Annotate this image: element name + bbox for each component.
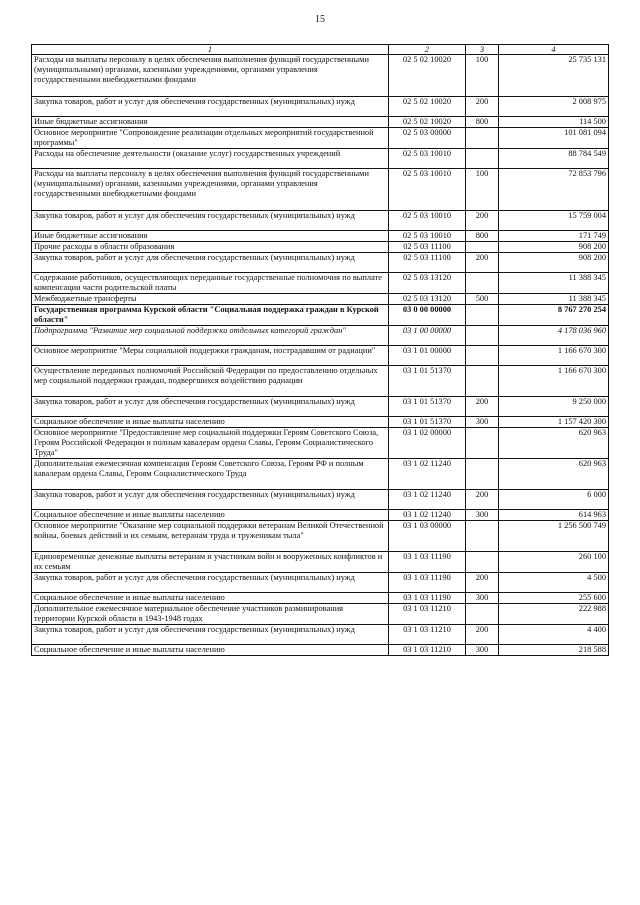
cell-name: Основное мероприятие "Сопровождение реализации отдельных мероприятий государственной программы" bbox=[32, 128, 389, 149]
cell-name: Осуществление переданных полномочий Российской Федерации по предоставлению отдельных мер социальной поддержки граждан, подвергшихся воздействию радиации bbox=[32, 366, 389, 397]
cell-code: 03 1 02 11240 bbox=[389, 490, 466, 510]
cell-code: 02 5 03 00000 bbox=[389, 128, 466, 149]
table-row bbox=[32, 149, 609, 169]
table-row bbox=[32, 305, 609, 326]
cell-name: Иные бюджетные ассигнования bbox=[32, 231, 389, 242]
cell-sum: 255 600 bbox=[499, 593, 609, 604]
cell-name: Закупка товаров, работ и услуг для обеспечения государственных (муниципальных) нужд bbox=[32, 573, 389, 593]
header-cell-name: 1 bbox=[32, 45, 389, 55]
cell-type: 200 bbox=[466, 573, 499, 593]
cell-type bbox=[466, 552, 499, 573]
cell-name: Закупка товаров, работ и услуг для обеспечения государственных (муниципальных) нужд bbox=[32, 490, 389, 510]
cell-name: Закупка товаров, работ и услуг для обеспечения государственных (муниципальных) нужд bbox=[32, 97, 389, 117]
table-row bbox=[32, 521, 609, 552]
cell-code: 03 1 02 11240 bbox=[389, 459, 466, 490]
cell-name: Единовременные денежные выплаты ветеранам и участникам войн и вооруженных конфликтов и их семьям bbox=[32, 552, 389, 573]
table-row bbox=[32, 593, 609, 604]
table-row bbox=[32, 397, 609, 417]
cell-code: 02 5 03 11100 bbox=[389, 253, 466, 273]
cell-type: 200 bbox=[466, 490, 499, 510]
table-row bbox=[32, 428, 609, 459]
cell-code: 03 1 01 51370 bbox=[389, 417, 466, 428]
cell-type bbox=[466, 128, 499, 149]
cell-code: 03 1 01 00000 bbox=[389, 346, 466, 366]
cell-type bbox=[466, 428, 499, 459]
table-row bbox=[32, 169, 609, 211]
cell-type bbox=[466, 305, 499, 326]
cell-sum: 4 500 bbox=[499, 573, 609, 593]
cell-sum: 11 388 345 bbox=[499, 294, 609, 305]
table-row bbox=[32, 326, 609, 346]
cell-code: 02 5 03 13120 bbox=[389, 294, 466, 305]
cell-type: 300 bbox=[466, 593, 499, 604]
budget-table bbox=[31, 44, 609, 656]
table-row bbox=[32, 117, 609, 128]
cell-name: Закупка товаров, работ и услуг для обеспечения государственных (муниципальных) нужд bbox=[32, 211, 389, 231]
cell-sum: 1 166 670 300 bbox=[499, 346, 609, 366]
cell-code: 03 1 01 51370 bbox=[389, 397, 466, 417]
table-row bbox=[32, 231, 609, 242]
cell-type bbox=[466, 366, 499, 397]
cell-type: 200 bbox=[466, 211, 499, 231]
cell-sum: 1 166 670 300 bbox=[499, 366, 609, 397]
cell-code: 02 5 02 10020 bbox=[389, 55, 466, 97]
cell-sum: 11 388 345 bbox=[499, 273, 609, 294]
cell-sum: 25 735 131 bbox=[499, 55, 609, 97]
cell-name: Расходы на обеспечение деятельности (оказание услуг) государственных учреждений bbox=[32, 149, 389, 169]
table-row bbox=[32, 459, 609, 490]
cell-type: 300 bbox=[466, 645, 499, 656]
cell-type bbox=[466, 326, 499, 346]
cell-name: Социальное обеспечение и иные выплаты населению bbox=[32, 417, 389, 428]
cell-type: 100 bbox=[466, 55, 499, 97]
table-row bbox=[32, 490, 609, 510]
cell-type: 200 bbox=[466, 397, 499, 417]
cell-code: 03 1 03 11210 bbox=[389, 604, 466, 625]
cell-type: 300 bbox=[466, 510, 499, 521]
table-row bbox=[32, 128, 609, 149]
cell-type: 500 bbox=[466, 294, 499, 305]
cell-sum: 1 256 500 749 bbox=[499, 521, 609, 552]
table-row bbox=[32, 510, 609, 521]
cell-type: 200 bbox=[466, 253, 499, 273]
cell-code: 03 1 02 00000 bbox=[389, 428, 466, 459]
cell-sum: 88 784 549 bbox=[499, 149, 609, 169]
cell-code: 02 5 03 10010 bbox=[389, 169, 466, 211]
header-cell-sum: 4 bbox=[499, 45, 609, 55]
cell-sum: 614 963 bbox=[499, 510, 609, 521]
cell-type: 100 bbox=[466, 169, 499, 211]
cell-code: 03 1 03 11190 bbox=[389, 552, 466, 573]
table-row bbox=[32, 55, 609, 97]
cell-code: 03 1 00 00000 bbox=[389, 326, 466, 346]
cell-name: Основное мероприятие "Меры социальной поддержки гражданам, пострадавшим от радиации" bbox=[32, 346, 389, 366]
cell-name: Социальное обеспечение и иные выплаты населению bbox=[32, 510, 389, 521]
cell-name: Иные бюджетные ассигнования bbox=[32, 117, 389, 128]
page-number: 15 bbox=[315, 14, 325, 25]
cell-name: Прочие расходы в области образования bbox=[32, 242, 389, 253]
table-row bbox=[32, 211, 609, 231]
cell-sum: 908 200 bbox=[499, 253, 609, 273]
cell-name: Дополнительная ежемесячная компенсация Героям Советского Союза, Героям РФ и полным кавалерам ордена Славы, Героям Социалистического Труда bbox=[32, 459, 389, 490]
cell-name: Основное мероприятие "Предоставление мер социальной поддержки Героям Советского Союза, Героям Российской Федерации и полным кавалерам ордена Славы, Героям Социалистического Труда" bbox=[32, 428, 389, 459]
cell-sum: 72 853 796 bbox=[499, 169, 609, 211]
table-row bbox=[32, 346, 609, 366]
cell-sum: 260 100 bbox=[499, 552, 609, 573]
table-row bbox=[32, 417, 609, 428]
cell-name: Закупка товаров, работ и услуг для обеспечения государственных (муниципальных) нужд bbox=[32, 253, 389, 273]
cell-type bbox=[466, 242, 499, 253]
cell-name: Основное мероприятие "Оказание мер социальной поддержки ветеранам Великой Отечественной войны, боевых действий и их семьям, ветеранам труда и труженикам тыла" bbox=[32, 521, 389, 552]
table-row bbox=[32, 294, 609, 305]
cell-sum: 101 081 094 bbox=[499, 128, 609, 149]
cell-type: 800 bbox=[466, 231, 499, 242]
cell-code: 02 5 02 10020 bbox=[389, 117, 466, 128]
cell-name: Дополнительное ежемесячное материальное обеспечение участников разминирования территории Курской области в 1943-1948 годах bbox=[32, 604, 389, 625]
table-row bbox=[32, 97, 609, 117]
cell-code: 02 5 03 10010 bbox=[389, 211, 466, 231]
cell-code: 03 1 03 00000 bbox=[389, 521, 466, 552]
table-row bbox=[32, 253, 609, 273]
cell-sum: 15 759 004 bbox=[499, 211, 609, 231]
cell-sum: 2 008 975 bbox=[499, 97, 609, 117]
header-cell-code: 2 bbox=[389, 45, 466, 55]
cell-sum: 4 400 bbox=[499, 625, 609, 645]
cell-type bbox=[466, 149, 499, 169]
table-row bbox=[32, 645, 609, 656]
cell-code: 02 5 03 13120 bbox=[389, 273, 466, 294]
table-row bbox=[32, 573, 609, 593]
cell-sum: 218 588 bbox=[499, 645, 609, 656]
cell-sum: 171 749 bbox=[499, 231, 609, 242]
cell-code: 03 1 03 11190 bbox=[389, 593, 466, 604]
cell-code: 03 1 02 11240 bbox=[389, 510, 466, 521]
cell-sum: 6 000 bbox=[499, 490, 609, 510]
cell-name: Социальное обеспечение и иные выплаты населению bbox=[32, 645, 389, 656]
table-row bbox=[32, 625, 609, 645]
header-cell-type: 3 bbox=[466, 45, 499, 55]
cell-name: Закупка товаров, работ и услуг для обеспечения государственных (муниципальных) нужд bbox=[32, 397, 389, 417]
cell-sum: 114 500 bbox=[499, 117, 609, 128]
table-body bbox=[32, 45, 609, 656]
cell-name: Содержание работников, осуществляющих переданные государственные полномочия по выплате компенсации части родительской платы bbox=[32, 273, 389, 294]
table-row bbox=[32, 604, 609, 625]
cell-type: 200 bbox=[466, 97, 499, 117]
cell-code: 03 1 03 11210 bbox=[389, 625, 466, 645]
cell-code: 02 5 03 10010 bbox=[389, 149, 466, 169]
cell-name: Подпрограмма "Развитие мер социальной поддержки отдельных категорий граждан" bbox=[32, 326, 389, 346]
cell-code: 02 5 02 10020 bbox=[389, 97, 466, 117]
cell-name: Государственная программа Курской области "Социальная поддержка граждан в Курской области" bbox=[32, 305, 389, 326]
cell-sum: 620 963 bbox=[499, 428, 609, 459]
cell-name: Социальное обеспечение и иные выплаты населению bbox=[32, 593, 389, 604]
cell-type bbox=[466, 346, 499, 366]
cell-type bbox=[466, 521, 499, 552]
cell-code: 03 1 03 11210 bbox=[389, 645, 466, 656]
cell-code: 02 5 03 10010 bbox=[389, 231, 466, 242]
cell-sum: 4 178 036 960 bbox=[499, 326, 609, 346]
cell-name: Закупка товаров, работ и услуг для обеспечения государственных (муниципальных) нужд bbox=[32, 625, 389, 645]
cell-type bbox=[466, 459, 499, 490]
cell-name: Межбюджетные трансферты bbox=[32, 294, 389, 305]
cell-name: Расходы на выплаты персоналу в целях обеспечения выполнения функций государственными (муниципальными) органами, казенными учреждениями, органами управления государственными внебюджетными фондами bbox=[32, 55, 389, 97]
cell-name: Расходы на выплаты персоналу в целях обеспечения выполнения функций государственными (муниципальными) органами, казенными учреждениями, органами управления государственными внебюджетными фондами bbox=[32, 169, 389, 211]
cell-type: 200 bbox=[466, 625, 499, 645]
cell-code: 03 1 03 11190 bbox=[389, 573, 466, 593]
cell-code: 03 0 00 00000 bbox=[389, 305, 466, 326]
cell-type: 800 bbox=[466, 117, 499, 128]
table-row bbox=[32, 273, 609, 294]
cell-code: 02 5 03 11100 bbox=[389, 242, 466, 253]
cell-sum: 9 250 000 bbox=[499, 397, 609, 417]
table-row bbox=[32, 552, 609, 573]
cell-sum: 908 200 bbox=[499, 242, 609, 253]
cell-code: 03 1 01 51370 bbox=[389, 366, 466, 397]
table-row bbox=[32, 242, 609, 253]
table-row bbox=[32, 366, 609, 397]
cell-sum: 222 988 bbox=[499, 604, 609, 625]
cell-sum: 620 963 bbox=[499, 459, 609, 490]
cell-sum: 8 767 270 254 bbox=[499, 305, 609, 326]
header-row bbox=[32, 45, 609, 55]
cell-type: 300 bbox=[466, 417, 499, 428]
cell-sum: 1 157 420 300 bbox=[499, 417, 609, 428]
cell-type bbox=[466, 604, 499, 625]
cell-type bbox=[466, 273, 499, 294]
